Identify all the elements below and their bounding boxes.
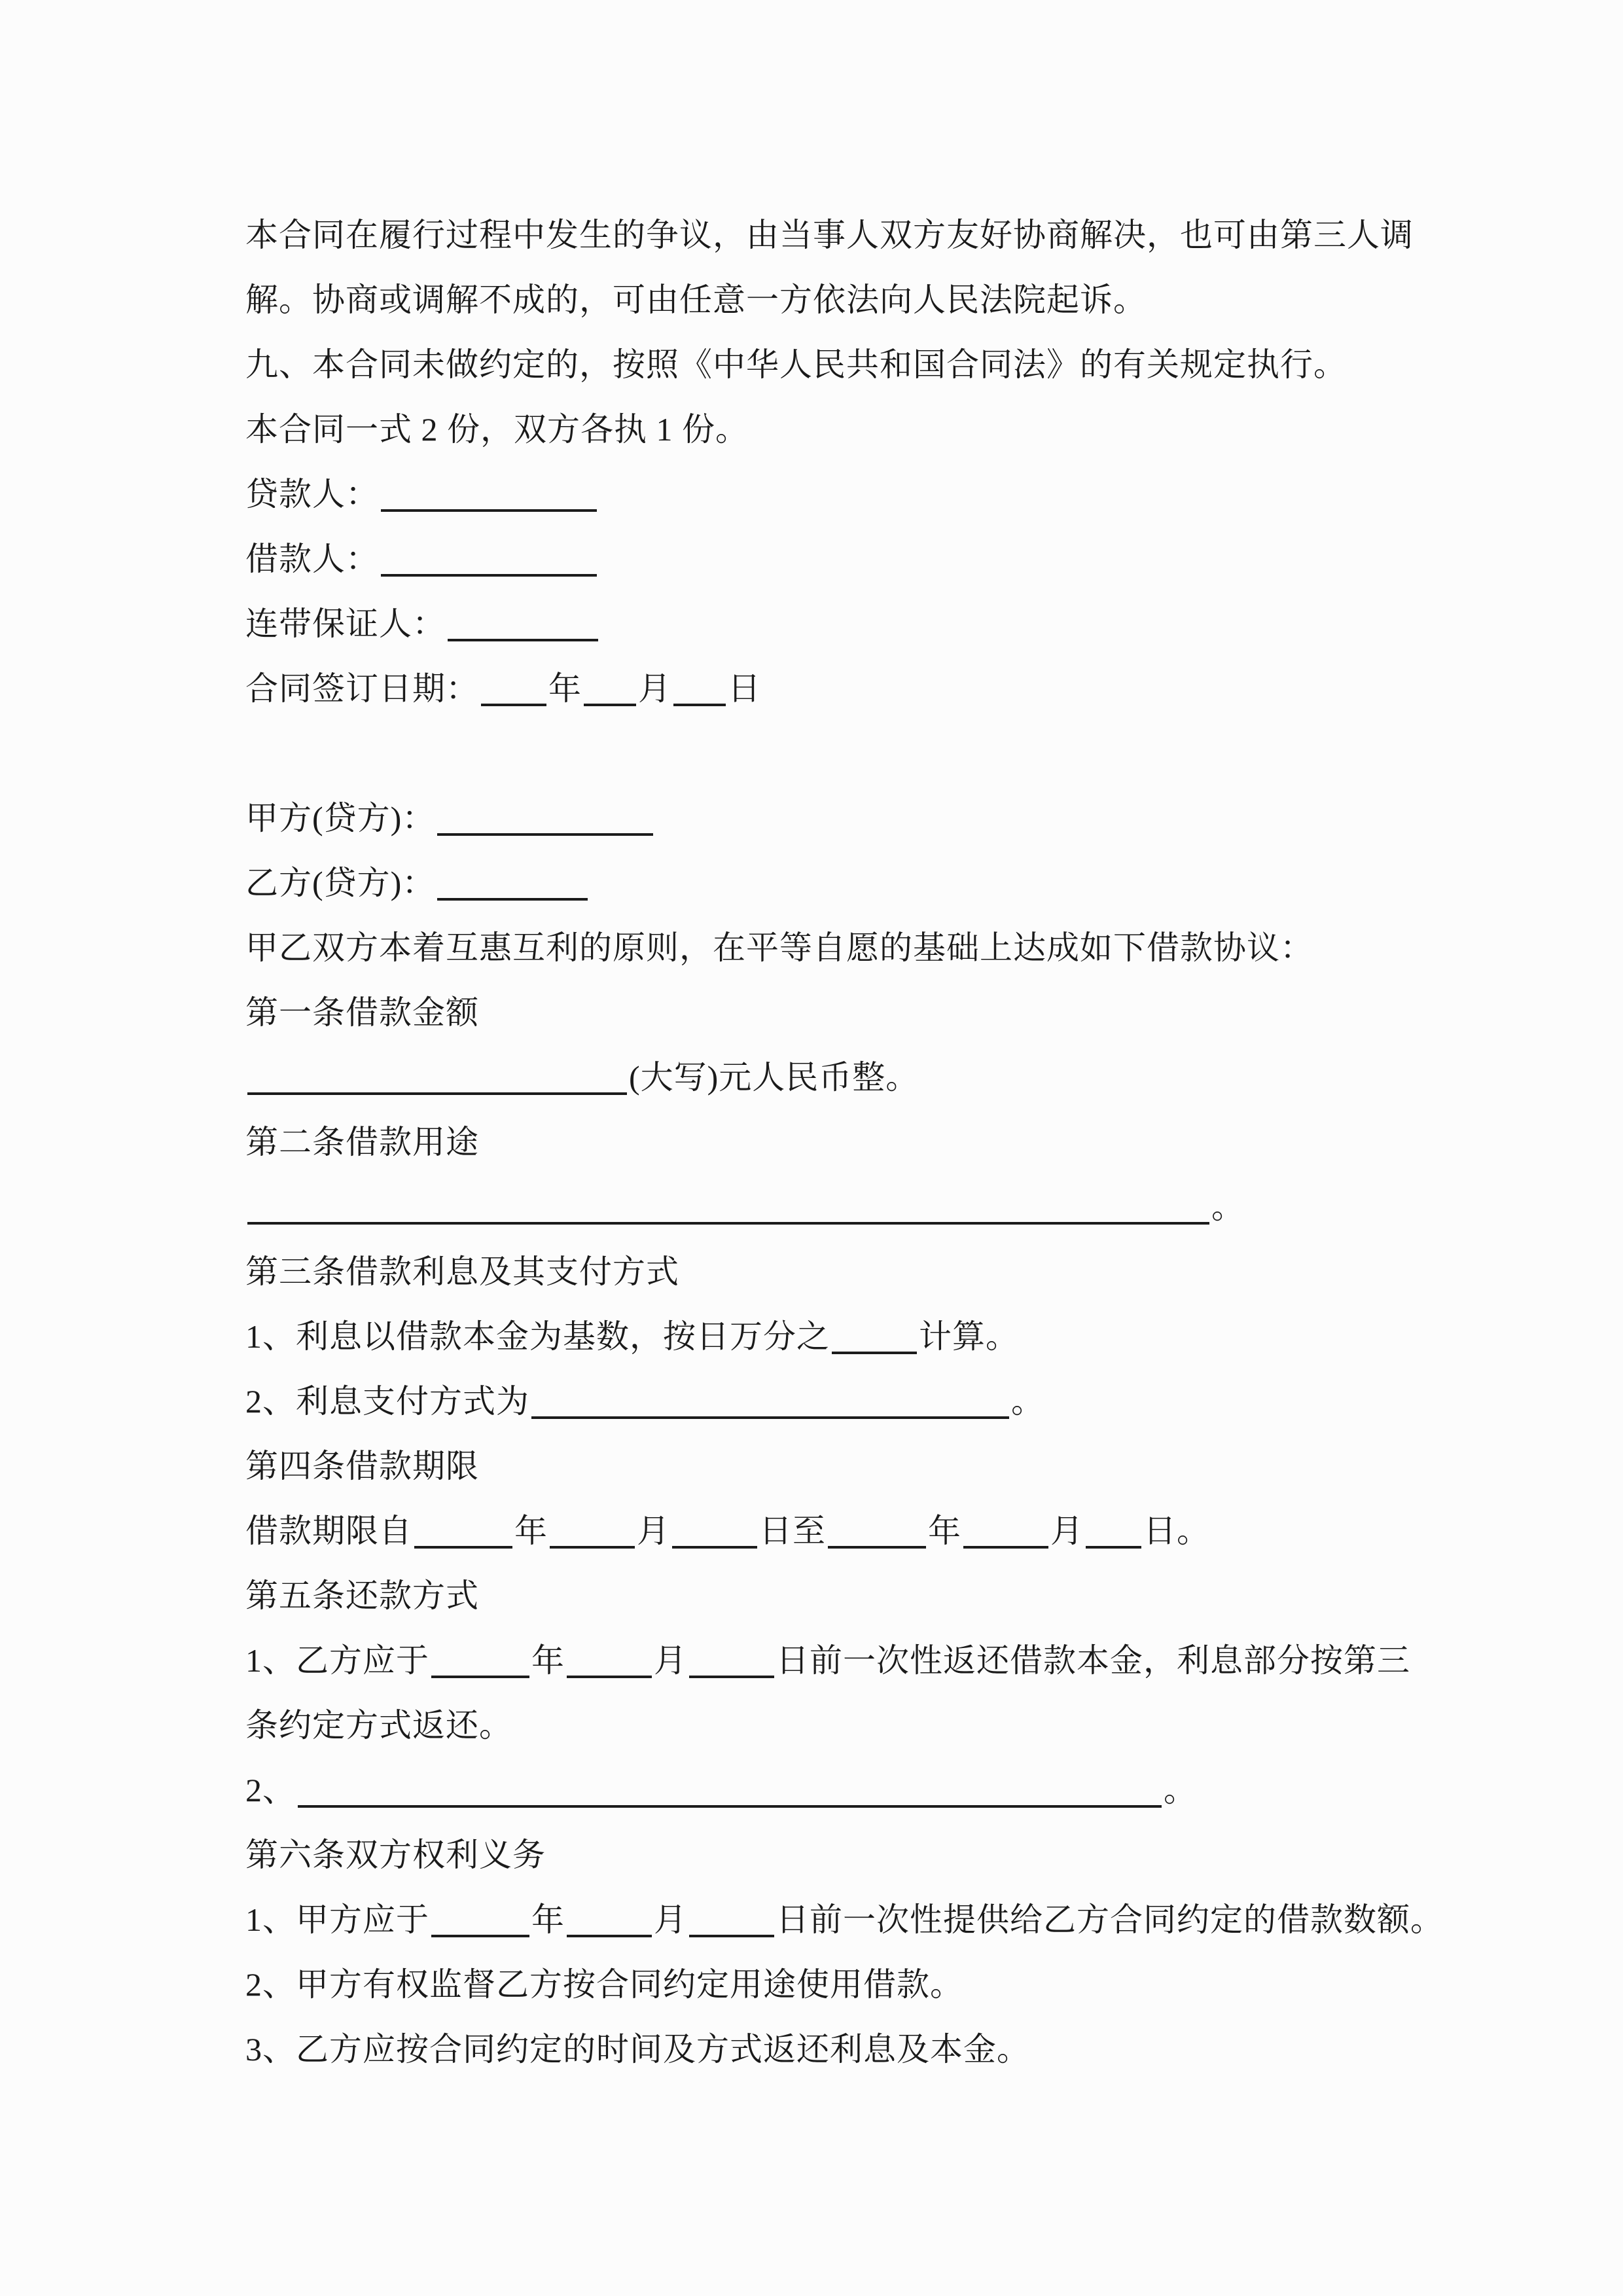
contract-text: 贷款人： — [245, 476, 379, 512]
contract-line — [245, 592, 1423, 656]
contract-line — [245, 656, 1423, 721]
contract-text: 第四条借款期限 — [245, 1448, 479, 1484]
fill-in-blank[interactable] — [828, 1546, 926, 1549]
contract-line — [245, 203, 1423, 268]
fill-in-blank[interactable] — [381, 574, 597, 577]
contract-text: 日至 — [759, 1513, 826, 1549]
fill-in-blank[interactable] — [247, 1222, 1209, 1225]
contract-line — [245, 1369, 1423, 1434]
contract-text: 第六条双方权利义务 — [245, 1837, 546, 1873]
contract-text: 甲乙双方本着互惠互利的原则，在平等自愿的基础上达成如下借款协议： — [245, 929, 1313, 966]
contract-text: (大写)元人民币整。 — [629, 1059, 919, 1096]
fill-in-blank[interactable] — [963, 1546, 1048, 1549]
contract-document — [245, 203, 1444, 2082]
contract-line — [245, 1564, 1423, 1628]
contract-line — [245, 1499, 1423, 1564]
fill-in-blank[interactable] — [531, 1416, 1009, 1419]
contract-text: 第二条借款用途 — [245, 1124, 479, 1160]
contract-text: 2、 — [245, 1772, 296, 1808]
contract-text: 2、利息支付方式为 — [245, 1383, 529, 1420]
contract-line — [245, 1045, 1423, 1110]
contract-text: 条约定方式返还。 — [245, 1707, 512, 1744]
contract-line — [245, 1888, 1444, 1952]
fill-in-blank[interactable] — [584, 704, 636, 706]
contract-text: 本合同一式 2 份，双方各执 1 份。 — [245, 411, 749, 448]
contract-text: 年 — [531, 1901, 565, 1938]
contract-line — [245, 1175, 1423, 1240]
fill-in-blank[interactable] — [567, 1676, 652, 1678]
contract-text: 。 — [1011, 1383, 1044, 1420]
fill-in-blank[interactable] — [672, 1546, 757, 1549]
contract-text: 合同签订日期： — [245, 670, 479, 707]
contract-text: 第一条借款金额 — [245, 994, 479, 1031]
contract-line — [245, 851, 1423, 916]
fill-in-blank[interactable] — [381, 509, 597, 512]
fill-in-blank[interactable] — [448, 639, 598, 641]
contract-line — [245, 332, 1423, 397]
fill-in-blank[interactable] — [247, 1092, 627, 1095]
contract-line — [245, 268, 1423, 332]
contract-text: 年 — [928, 1513, 961, 1549]
contract-line — [245, 1304, 1423, 1369]
contract-text: 1、利息以借款本金为基数，按日万分之 — [245, 1318, 830, 1355]
contract-text: 月 — [638, 670, 671, 707]
contract-text: 解。协商或调解不成的，可由任意一方依法向人民法院起诉。 — [245, 281, 1147, 318]
contract-text: 借款期限自 — [245, 1513, 412, 1549]
fill-in-blank[interactable] — [832, 1352, 917, 1354]
contract-text: 日前一次性提供给乙方合同约定的借款数额。 — [776, 1901, 1444, 1938]
contract-text: 第五条还款方式 — [245, 1577, 479, 1614]
contract-text: 1、乙方应于 — [245, 1642, 429, 1679]
fill-in-blank[interactable] — [437, 833, 653, 836]
empty-line — [245, 721, 1423, 786]
contract-text: 第三条借款利息及其支付方式 — [245, 1253, 679, 1290]
contract-text: 甲方(贷方)： — [245, 800, 436, 836]
contract-line — [245, 1628, 1423, 1693]
contract-text: 九、本合同未做约定的，按照《中华人民共和国合同法》的有关规定执行。 — [245, 346, 1347, 383]
fill-in-blank[interactable] — [437, 898, 588, 901]
contract-text: 日 — [728, 670, 761, 707]
contract-line — [245, 1952, 1423, 2017]
contract-line — [245, 1240, 1423, 1304]
fill-in-blank[interactable] — [1086, 1546, 1141, 1549]
contract-text: 月 — [637, 1513, 670, 1549]
contract-text: 月 — [1050, 1513, 1084, 1549]
contract-line — [245, 980, 1423, 1045]
contract-text: 借款人： — [245, 541, 379, 577]
fill-in-blank[interactable] — [550, 1546, 635, 1549]
fill-in-blank[interactable] — [689, 1676, 774, 1678]
contract-text: 1、甲方应于 — [245, 1901, 429, 1938]
contract-text: 日前一次性返还借款本金，利息部分按第三 — [776, 1642, 1410, 1679]
contract-text: 乙方(贷方)： — [245, 865, 436, 901]
contract-text: 月 — [654, 1642, 687, 1679]
contract-text: 。 — [1211, 1189, 1245, 1225]
contract-line — [245, 1434, 1423, 1499]
contract-line — [245, 1758, 1423, 1823]
contract-line — [245, 786, 1423, 851]
fill-in-blank[interactable] — [431, 1676, 529, 1678]
contract-text: 年 — [531, 1642, 565, 1679]
contract-text: 月 — [654, 1901, 687, 1938]
fill-in-blank[interactable] — [567, 1935, 652, 1937]
contract-text: 3、乙方应按合同约定的时间及方式返还利息及本金。 — [245, 2031, 1030, 2068]
contract-text: 年 — [548, 670, 582, 707]
contract-line — [245, 527, 1423, 592]
contract-text: 计算。 — [919, 1318, 1019, 1355]
contract-text: 年 — [514, 1513, 548, 1549]
contract-line — [245, 1823, 1423, 1888]
fill-in-blank[interactable] — [689, 1935, 774, 1937]
contract-text: 2、甲方有权监督乙方按合同约定用途使用借款。 — [245, 1966, 963, 2003]
contract-text: 本合同在履行过程中发生的争议，由当事人双方友好协商解决，也可由第三人调 — [245, 217, 1414, 253]
contract-line — [245, 916, 1423, 980]
contract-line — [245, 1110, 1423, 1175]
fill-in-blank[interactable] — [673, 704, 726, 706]
contract-line — [245, 397, 1423, 462]
contract-text: 连带保证人： — [245, 605, 446, 642]
contract-line — [245, 1693, 1423, 1758]
fill-in-blank[interactable] — [298, 1805, 1162, 1808]
contract-line — [245, 462, 1423, 527]
fill-in-blank[interactable] — [481, 704, 546, 706]
contract-text: 日。 — [1143, 1513, 1210, 1549]
fill-in-blank[interactable] — [414, 1546, 512, 1549]
contract-line — [245, 2017, 1423, 2082]
fill-in-blank[interactable] — [431, 1935, 529, 1937]
contract-text: 。 — [1164, 1772, 1197, 1808]
